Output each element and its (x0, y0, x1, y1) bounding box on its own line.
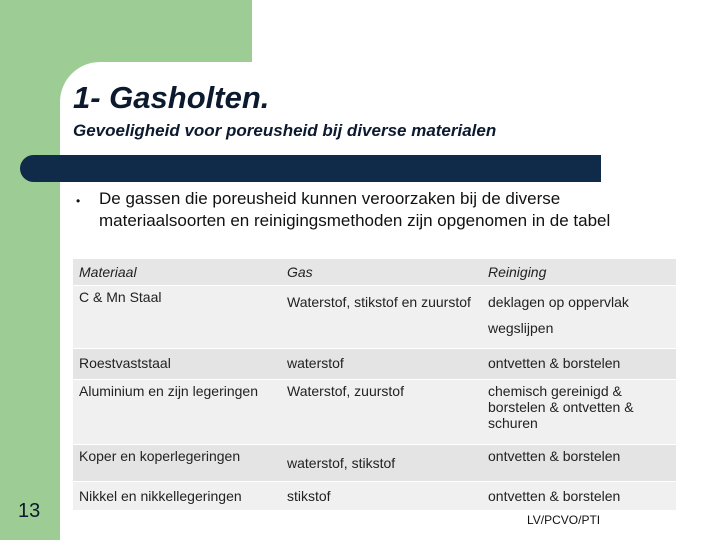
table-row (73, 482, 676, 511)
cell-materiaal: Koper en koperlegeringen (73, 445, 281, 482)
table-row (73, 380, 676, 445)
table-row (73, 349, 676, 380)
green-background-left (0, 0, 60, 540)
header-materiaal: Materiaal (73, 259, 281, 286)
cell-materiaal: Nikkel en nikkellegeringen (73, 482, 281, 511)
cell-reiniging: ontvetten & borstelen (482, 445, 676, 482)
cell-gas: waterstof (281, 349, 482, 380)
bullet-icon: • (76, 194, 81, 208)
slide-subtitle: Gevoeligheid voor poreusheid bij diverse materialen (73, 121, 497, 140)
header-gas: Gas (281, 259, 482, 286)
cell-reiniging: chemisch gereinigd & borstelen & ontvetten & schuren (482, 380, 676, 445)
cell-gas: Waterstof, stikstof en zuurstof (281, 286, 482, 349)
slide-title: 1- Gasholten. (73, 80, 270, 115)
cell-reiniging: deklagen op oppervlak wegslijpen (482, 286, 676, 349)
materials-table (73, 258, 676, 510)
bullet-text: De gassen die poreusheid kunnen veroorzaken bij de diverse materiaalsoorten en reinigingsmethoden zijn opgenomen in de tabel (99, 189, 611, 230)
cell-reiniging: ontvetten & borstelen (482, 482, 676, 511)
cell-materiaal: Roestvaststaal (73, 349, 281, 380)
cell-materiaal: Aluminium en zijn legeringen (73, 380, 281, 445)
table-row (73, 445, 676, 482)
cell-materiaal: C & Mn Staal (73, 286, 281, 349)
cell-gas: stikstof (281, 482, 482, 511)
footer-label: LV/PCVO/PTI (527, 513, 601, 527)
header-reiniging: Reiniging (482, 259, 676, 286)
slide-number: 13 (18, 500, 41, 522)
table-header-row (73, 259, 676, 286)
title-divider-bar (20, 155, 601, 182)
cell-reiniging: ontvetten & borstelen (482, 349, 676, 380)
table-row (73, 286, 676, 349)
cell-gas: Waterstof, zuurstof (281, 380, 482, 445)
cell-gas: waterstof, stikstof (281, 445, 482, 482)
